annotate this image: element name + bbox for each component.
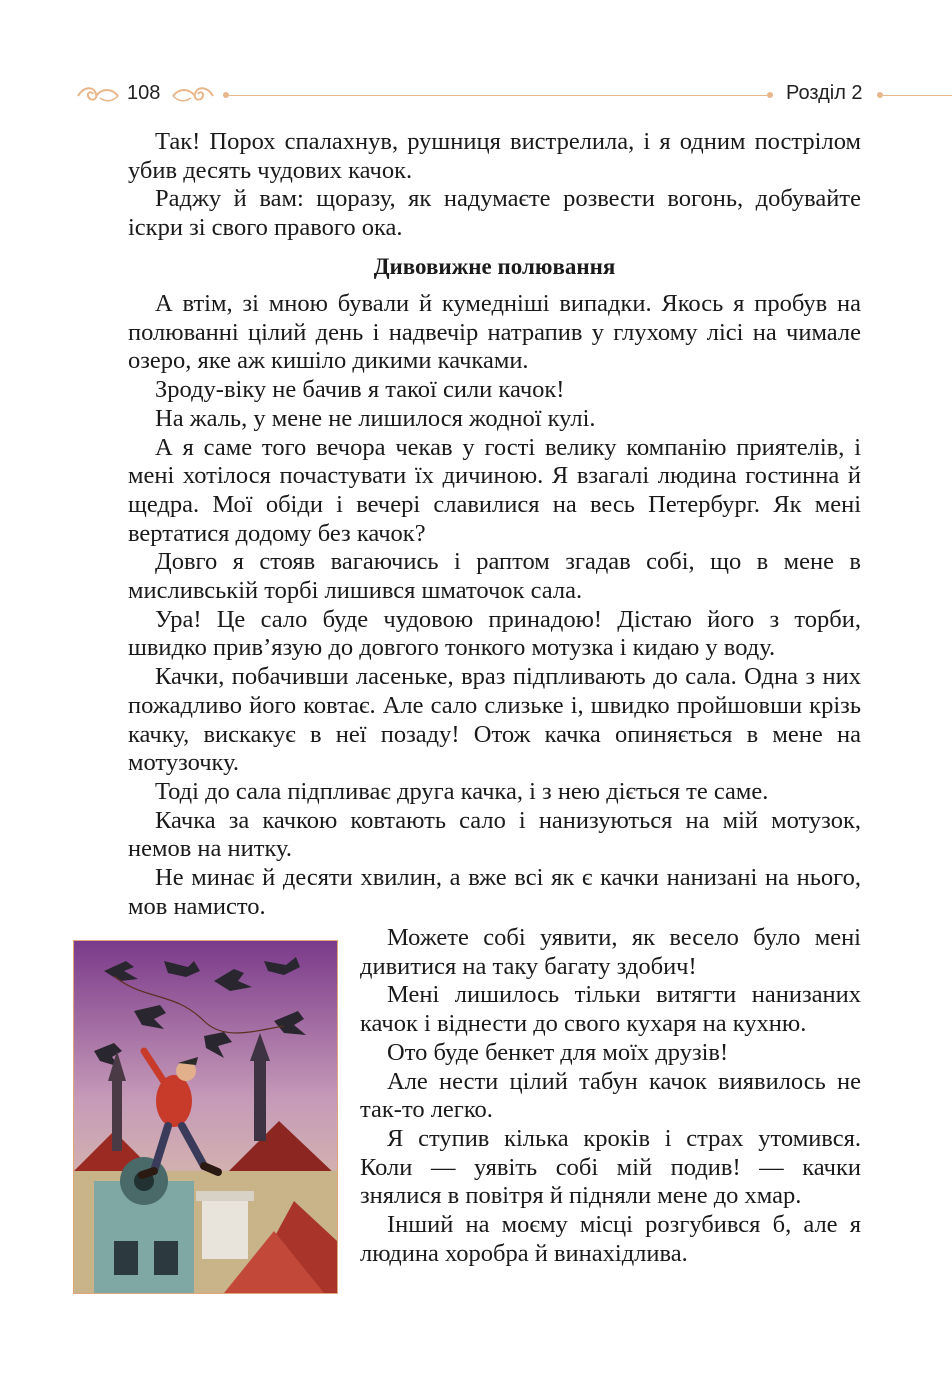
header-rule: [883, 95, 952, 96]
paragraph: Мені лишилось тільки витягти нанизаних качок і віднести до свого кухаря на кухню.: [360, 981, 861, 1038]
right-ornament-icon: [171, 84, 215, 106]
paragraph: Тоді до сала підпливає друга качка, і з нею діється те саме.: [155, 777, 769, 805]
left-ornament-icon: [76, 84, 120, 106]
paragraph: На жаль, у мене не лишилося жодної кулі.: [155, 404, 596, 432]
intro-text: [128, 128, 861, 243]
paragraph: А я саме того вечора чекав у гості велику компанію приятелів, і мені хотілося почастувати їх дичиною. Я взагалі людина гостинна й щедра. Мої обіди і вечері славилися на весь Петербург. Як мені вертатися додому без качок?: [128, 433, 861, 547]
page-number: 108: [127, 82, 161, 104]
paragraph: Інший на моєму місці розгубився б, але я людина хоробра й винахідлива.: [360, 1211, 861, 1267]
paragraph: Качка за качкою ковтають сало і нанизуються на мій мотузок, немов на нитку.: [128, 806, 861, 863]
paragraph: Раджу й вам: щоразу, як надумаєте розвести вогонь, добувайте іскри зі свого правого ока.: [128, 185, 861, 242]
paragraph: Я ступив кілька кроків і страх утомився. Коли — уявіть собі мій подив! — качки знялися в повітря й підняли мене до хмар.: [360, 1124, 861, 1210]
illustration-image: [74, 941, 337, 1293]
illustration-flying-ducks: [73, 940, 338, 1294]
paragraph: Можете собі уявити, як весело було мені дивитися на таку багату здобич!: [360, 924, 861, 980]
section-label: Розділ 2: [786, 82, 863, 104]
paragraph: Ура! Це сало буде чудовою принадою! Дістаю його з торби, швидко прив’язую до довгого тонкого мотузка і кидаю у воду.: [128, 605, 861, 662]
side-text: [360, 924, 861, 1268]
header-rule-dot: [767, 92, 773, 98]
paragraph: Ото буде бенкет для моїх друзів!: [387, 1038, 729, 1066]
main-text: [128, 290, 861, 921]
paragraph: Зроду-віку не бачив я такої сили качок!: [155, 376, 565, 404]
paragraph: А втім, зі мною бували й кумедніші випадки. Якось я пробув на полюванні цілий день і надвечір натрапив у глухому лісі на чимале озеро, яке аж кишіло дикими качками.: [128, 290, 861, 375]
paragraph: Качки, побачивши ласеньке, враз підпливають до сала. Одна з них пожадливо його ковтає. Але сало слизьке і, швидко пройшовши крізь качку, вискакує в неї позаду! Отож качка опиняється в мене на мотузочку.: [128, 663, 861, 777]
page-header: [0, 0, 952, 120]
paragraph: Не минає й десяти хвилин, а вже всі як є качки нанизані на нього, мов намисто.: [128, 864, 861, 920]
paragraph: Довго я стояв вагаючись і раптом згадав собі, що в мене в мисливській торбі лишився шматочок сала.: [128, 548, 861, 605]
header-rule: [229, 95, 767, 96]
paragraph: Але нести цілий табун качок виявилось не так-то легко.: [360, 1067, 861, 1124]
paragraph: Так! Порох спалахнув, рушниця вистрелила, і я одним пострілом убив десять чудових качок.: [128, 128, 861, 184]
chapter-title: Дивовижне полювання: [373, 254, 616, 279]
